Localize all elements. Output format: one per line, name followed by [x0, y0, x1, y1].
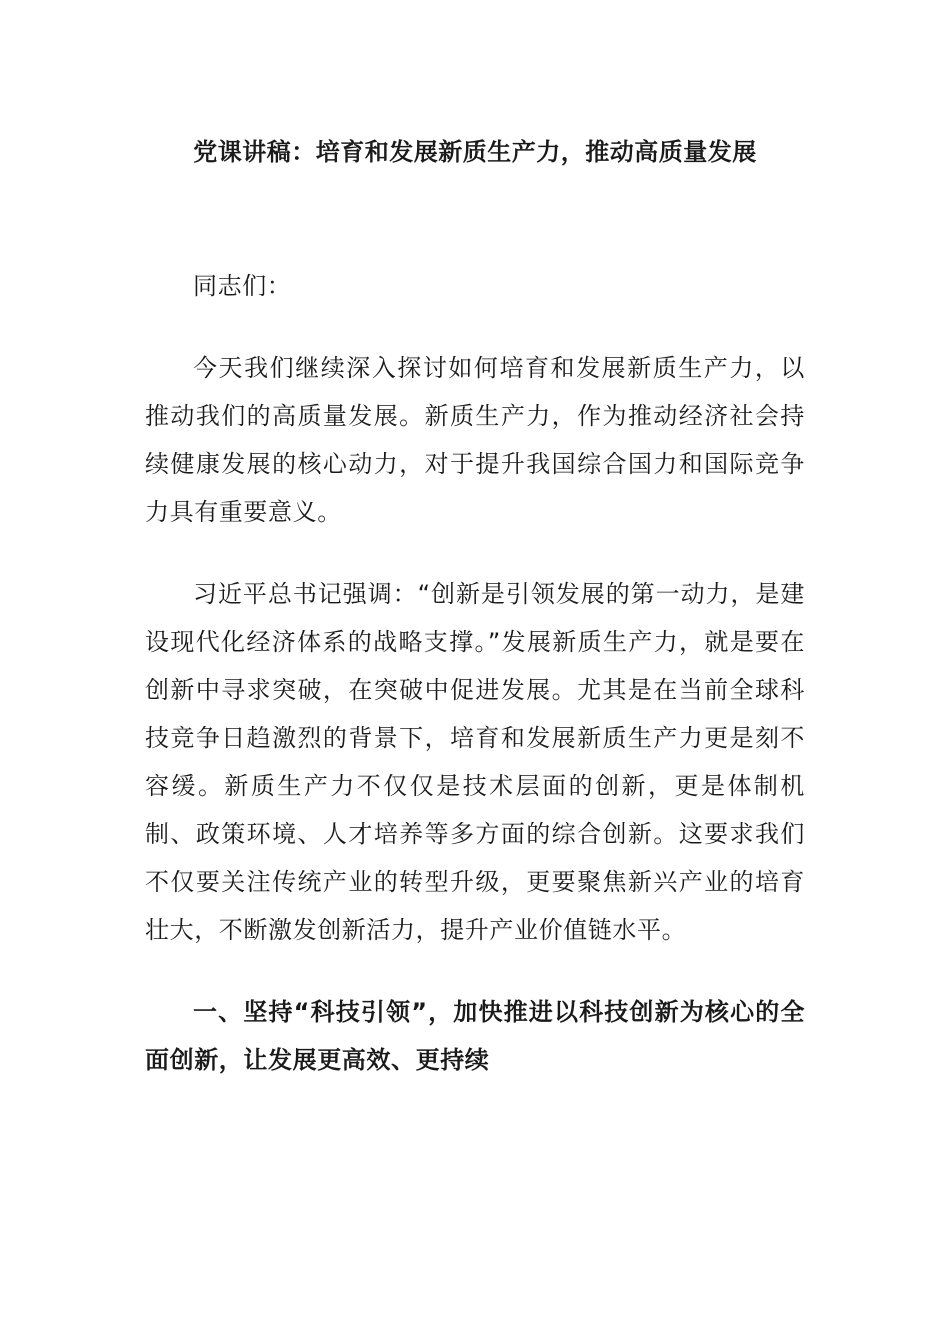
document-body — [145, 262, 805, 1118]
paragraph-quote: 习近平总书记强调：“创新是引领发展的第一动力，是建设现代化经济体系的战略支撑。”发展新质生产力，就是要在创新中寻求突破，在突破中促进发展。尤其是在当前全球科技竞争日趋激烈的背景下，培育和发展新质生产力更是刻不容缓。新质生产力不仅仅是技术层面的创新，更是体制机制、政策环境、人才培养等多方面的综合创新。这要求我们不仅要关注传统产业的转型升级，更要聚焦新兴产业的培育壮大，不断激发创新活力，提升产业价值链水平。 — [145, 580, 805, 944]
paragraph-intro: 今天我们继续深入探讨如何培育和发展新质生产力，以推动我们的高质量发展。新质生产力，作为推动经济社会持续健康发展的核心动力，对于提升我国综合国力和国际竞争力具有重要意义。 — [145, 354, 805, 526]
document-title: 党课讲稿：培育和发展新质生产力，推动高质量发展 — [193, 138, 757, 166]
greeting: 同志们： — [193, 272, 292, 300]
section-heading: 一、坚持“科技引领”，加快推进以科技创新为核心的全面创新，让发展更高效、更持续 — [145, 998, 805, 1074]
